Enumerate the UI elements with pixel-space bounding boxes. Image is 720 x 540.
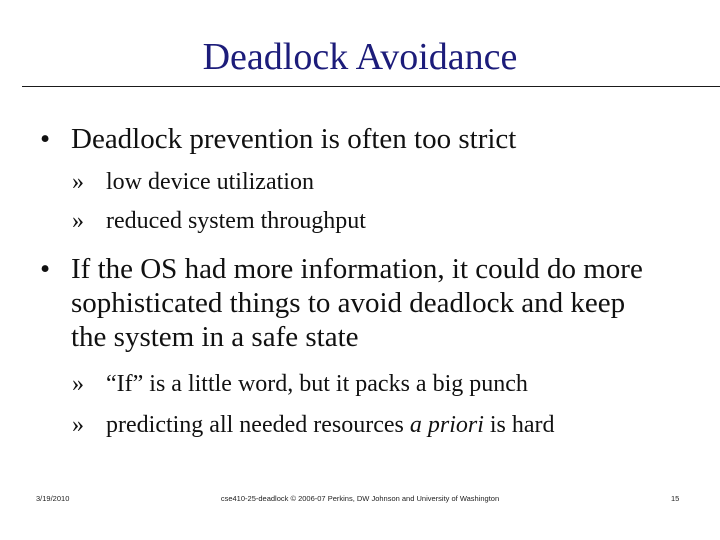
sub-bullet-item (72, 168, 692, 196)
text-segment: predicting all needed resources (106, 412, 410, 438)
sub-bullet-text: low device utilization (106, 169, 314, 195)
sub-bullet-marker: » (72, 371, 84, 397)
sub-bullet-marker: » (72, 412, 84, 438)
sub-bullet-text: “If” is a little word, but it packs a big punch (106, 371, 528, 397)
sub-bullet-item (72, 370, 692, 398)
bullet-text: If the OS had more information, it could do more sophisticated things to avoid deadlock and keep the system in a safe state (71, 253, 643, 353)
sub-bullet-item (72, 411, 692, 439)
text-segment: is hard (483, 412, 555, 438)
bullet-item (40, 252, 650, 354)
title-divider (22, 86, 720, 87)
sub-bullet-marker: » (72, 169, 84, 195)
sub-bullet-item (72, 207, 692, 235)
footer-date: 3/19/2010 (36, 494, 70, 503)
slide-title: Deadlock Avoidance (202, 36, 518, 78)
bullet-marker: • (40, 123, 51, 155)
sub-bullet-text: reduced system throughput (106, 208, 366, 234)
sub-bullet-text (106, 411, 692, 439)
bullet-item (40, 122, 700, 156)
footer-copyright: cse410-25-deadlock © 2006-07 Perkins, DW Johnson and University of Washington (220, 494, 500, 503)
page-number: 15 (671, 494, 680, 503)
bullet-text: Deadlock prevention is often too strict (71, 123, 517, 155)
bullet-marker: • (40, 253, 51, 285)
sub-bullet-marker: » (72, 208, 84, 234)
italic-phrase: a priori (409, 412, 484, 438)
